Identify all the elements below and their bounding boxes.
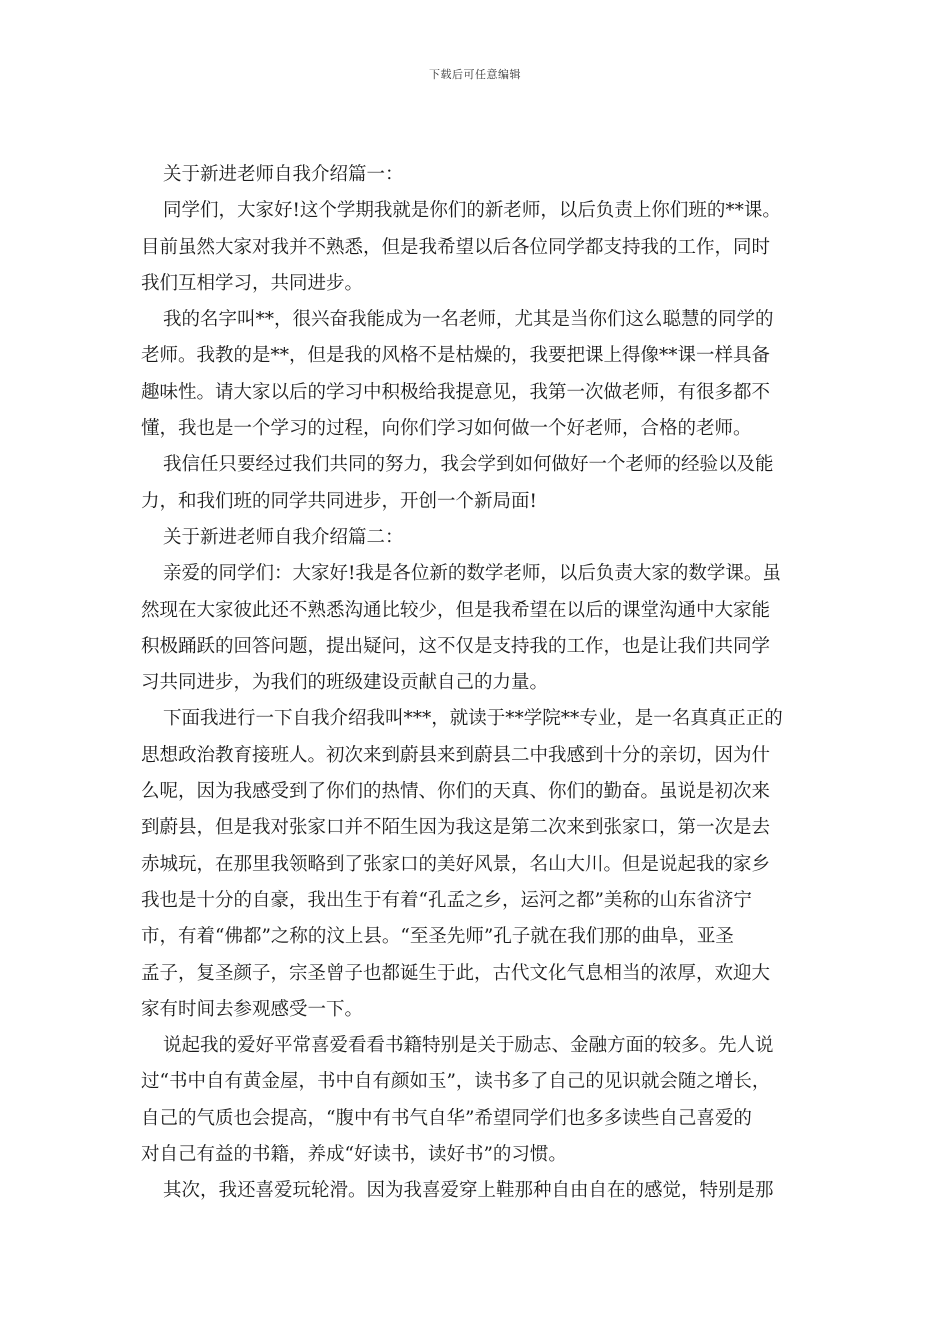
text-line: 我的名字叫**，很兴奋我能成为一名老师，尤其是当你们这么聪慧的同学的 — [163, 309, 774, 331]
text-line: 下面我进行一下自我介绍我叫***，就读于**学院**专业，是一名真真正正的 — [163, 708, 783, 730]
text-line: 家有时间去参观感受一下。 — [141, 998, 364, 1020]
text-line: 懂，我也是一个学习的过程，向你们学习如何做一个好老师，合格的老师。 — [141, 418, 752, 440]
text-line: 我们互相学习，共同进步。 — [141, 272, 364, 294]
text-line: 力，和我们班的同学共同进步，开创一个新局面! — [141, 490, 537, 512]
page-header-note: 下载后可任意编辑 — [429, 68, 521, 81]
text-line: 目前虽然大家对我并不熟悉，但是我希望以后各位同学都支持我的工作，同时 — [141, 236, 771, 258]
text-line: 我信任只要经过我们共同的努力，我会学到如何做好一个老师的经验以及能 — [163, 454, 774, 476]
text-line: 说起我的爱好平常喜爱看看书籍特别是关于励志、金融方面的较多。先人说 — [163, 1035, 774, 1057]
text-line: 么呢，因为我感受到了你们的热情、你们的天真、你们的勤奋。虽说是初次来 — [141, 781, 771, 803]
text-line: 关于新进老师自我介绍篇二： — [163, 526, 404, 548]
text-line: 老师。我教的是**，但是我的风格不是枯燥的，我要把课上得像**课一样具备 — [141, 345, 771, 367]
text-line: 自己的气质也会提高，“腹中有书气自华”希望同学们也多多读些自己喜爱的 — [141, 1107, 752, 1129]
text-line: 同学们，大家好!这个学期我就是你们的新老师，以后负责上你们班的**课。 — [163, 200, 781, 222]
text-line: 市，有着“佛都”之称的汶上县。“至圣先师”孔子就在我们那的曲阜，亚圣 — [141, 926, 734, 948]
text-line: 积极踊跃的回答问题，提出疑问，这不仅是支持我的工作，也是让我们共同学 — [141, 635, 771, 657]
text-line: 习共同进步，为我们的班级建设贡献自己的力量。 — [141, 672, 549, 694]
text-line: 思想政治教育接班人。初次来到蔚县来到蔚县二中我感到十分的亲切，因为什 — [141, 744, 771, 766]
text-line: 对自己有益的书籍，养成“好读书，读好书”的习惯。 — [141, 1144, 567, 1166]
text-line: 孟子，复圣颜子，宗圣曾子也都诞生于此，古代文化气息相当的浓厚，欢迎大 — [141, 962, 771, 984]
text-line: 其次，我还喜爱玩轮滑。因为我喜爱穿上鞋那种自由自在的感觉，特别是那 — [163, 1180, 774, 1202]
text-line: 亲爱的同学们：大家好!我是各位新的数学老师，以后负责大家的数学课。虽 — [163, 563, 781, 585]
text-line: 我也是十分的自豪，我出生于有着“孔孟之乡，运河之都”美称的山东省济宁 — [141, 889, 752, 911]
text-line: 趣味性。请大家以后的学习中积极给我提意见，我第一次做老师，有很多都不 — [141, 381, 771, 403]
text-line: 关于新进老师自我介绍篇一： — [163, 164, 404, 185]
document-body — [141, 157, 807, 1210]
text-line: 到蔚县，但是我对张家口并不陌生因为我这是第二次来到张家口，第一次是去 — [141, 817, 771, 839]
text-line: 过“书中自有黄金屋，书中自有颜如玉”，读书多了自己的见识就会随之增长， — [141, 1071, 771, 1093]
text-line: 赤城玩，在那里我领略到了张家口的美好风景，名山大川。但是说起我的家乡 — [141, 853, 771, 875]
text-line: 然现在大家彼此还不熟悉沟通比较少，但是我希望在以后的课堂沟通中大家能 — [141, 599, 771, 621]
